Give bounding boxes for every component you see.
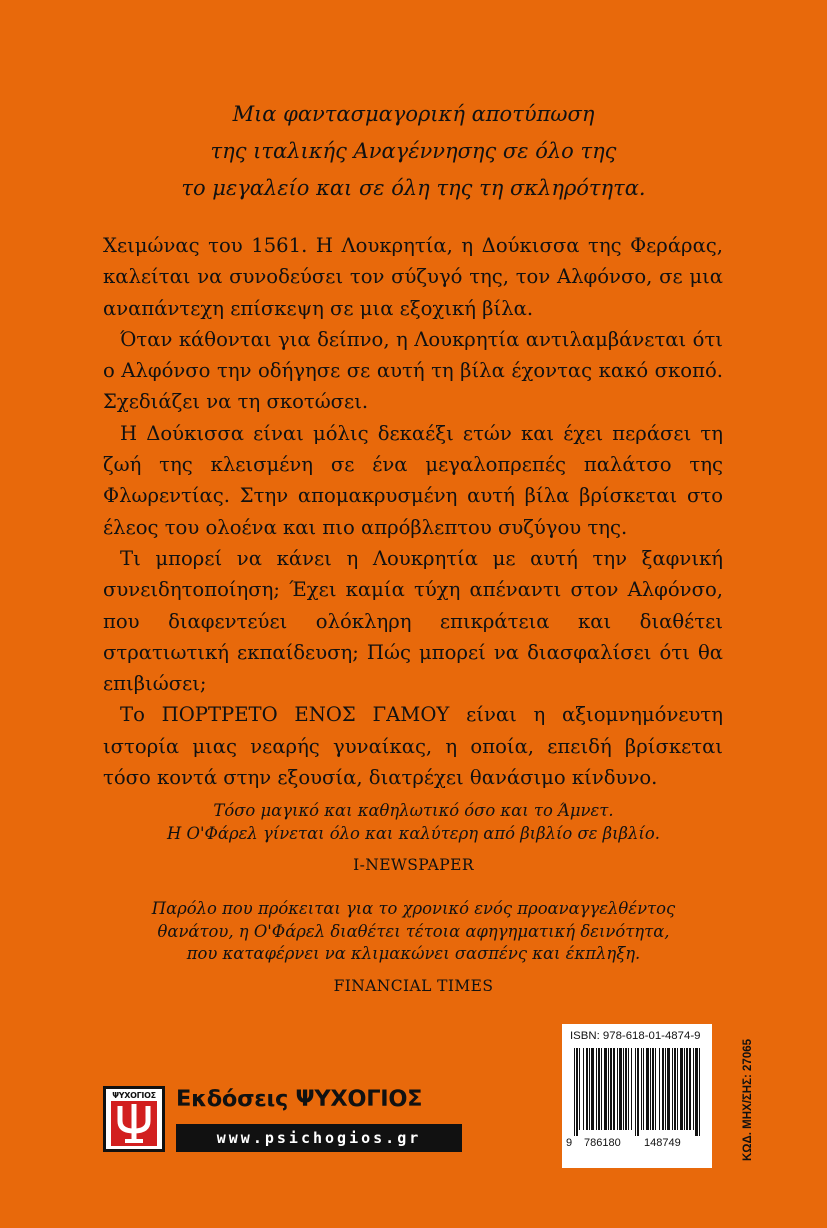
barcode-bar	[655, 1048, 656, 1130]
barcode-graphic	[570, 1048, 704, 1138]
blurb-paragraph: Όταν κάθονται για δείπνο, η Λουκρητία αντιλαμβάνεται ότι ο Αλφόνσο την οδήγησε σε αυτή τη βίλα έχοντας κακό σκοπό. Σχεδιάζει να τη σκοτώσει.	[103, 327, 723, 414]
barcode-bar	[631, 1048, 632, 1130]
quote-line: Η Ο'Φάρελ γίνεται όλο και καλύτερη από βιβλίο σε βιβλίο.	[167, 823, 660, 843]
quote-source: FINANCIAL TIMES	[333, 976, 494, 995]
quote-line: Τόσο μαγικό και καθηλωτικό όσο και το Άμνετ.	[213, 801, 614, 820]
barcode-bar	[689, 1048, 691, 1130]
barcode-bar	[591, 1048, 594, 1130]
barcode-bar	[623, 1048, 624, 1130]
barcode-bar	[695, 1048, 698, 1136]
barcode-bar	[665, 1048, 666, 1130]
quote-line: που καταφέρνει να κλιμακώνει σασπένς και έκπληξη.	[186, 944, 641, 963]
tagline-line: το μεγαλείο και σε όλη της τη σκληρότητα.	[181, 176, 646, 200]
barcode-area	[562, 1024, 712, 1168]
barcode-bar	[667, 1048, 670, 1130]
barcode-bar	[598, 1048, 600, 1130]
barcode-digit-lead: 9	[566, 1137, 573, 1149]
tagline-line: Μια φαντασμαγορική αποτύπωση	[232, 102, 595, 126]
quote-source: I-NEWSPAPER	[353, 856, 474, 874]
publisher-website: www.psichogios.gr	[176, 1124, 462, 1152]
quote-line: Παρόλο που πρόκειται για το χρονικό ενός προαναγγελθέντος	[151, 899, 676, 918]
barcode-bar	[583, 1048, 584, 1130]
barcode-bar	[604, 1048, 607, 1130]
product-code-label: ΚΩΔ. ΜΗΧ/ΣΗΣ: 27065	[742, 1038, 754, 1162]
barcode-bar	[677, 1048, 678, 1130]
barcode-bar	[680, 1048, 683, 1130]
barcode-bar	[686, 1048, 688, 1130]
blurb-paragraph: Το ΠΟΡΤΡΕΤΟ ΕΝΟΣ ΓΑΜΟΥ είναι η αξιομνημόνευτη ιστορία μιας νεαρής γυναίκας, η οποία, επειδή βρίσκεται τόσο κοντά στην εξουσία, διατρέχει θανάσιμο κίνδυνο.	[103, 703, 723, 790]
barcode-bar	[601, 1048, 602, 1130]
barcode-bar	[635, 1048, 636, 1136]
barcode-bar	[589, 1048, 590, 1130]
blurb-paragraph: Τι μπορεί να κάνει η Λουκρητία με αυτή την ξαφνική συνειδητοποίηση; Έχει καμία τύχη απέναντι στον Αλφόνσο, που διαφεντεύει ολόκληρη επικράτεια και διαθέτει στρατιωτική εκπαίδευση; Πώς μπορεί να διασφαλίσει ότι θα επιβιώσει;	[103, 546, 723, 696]
barcode-bar	[674, 1048, 676, 1130]
logo-wordmark: ΨΥΧΟΓΙΟΣ	[112, 1091, 156, 1100]
psi-logo-icon	[111, 1101, 157, 1146]
blurb-paragraph: Η Δούκισσα είναι μόλις δεκαέξι ετών και έχει περάσει τη ζωή της κλεισμένη σε ένα μεγαλοπρεπές παλάτσο της Φλωρεντίας. Στην απομακρυσμένη αυτή βίλα βρίσκεται στο έλεος του ολοένα και πιο απρόβλεπτου συζύγου της.	[103, 421, 723, 539]
barcode-bar	[652, 1048, 654, 1130]
barcode-bar	[617, 1048, 618, 1130]
barcode-bar	[613, 1048, 615, 1130]
barcode-bar	[576, 1048, 578, 1136]
barcode-digits-right: 148749	[644, 1137, 681, 1149]
publisher-logo	[103, 1086, 165, 1152]
barcode-bar	[659, 1048, 660, 1130]
barcode-bar	[684, 1048, 685, 1130]
barcode-bar	[608, 1048, 609, 1130]
barcode-bar	[628, 1048, 629, 1130]
barcode-bar	[693, 1048, 694, 1130]
isbn-label: ISBN: 978-618-01-4874-9	[570, 1030, 701, 1042]
tagline-line: της ιταλικής Αναγέννησης σε όλο της	[210, 139, 617, 163]
blurb-paragraph: Χειμώνας του 1561. Η Λουκρητία, η Δούκισσα της Φεράρας, καλείται να συνοδεύσει τον σύζυγό της, τον Αλφόνσο, σε μια αναπάντεχη επίσκεψη σε μια εξοχική βίλα.	[103, 234, 723, 320]
quote-line: θανάτου, η Ο'Φάρελ διαθέτει τέτοια αφηγηματική δεινότητα,	[157, 921, 670, 941]
barcode-bar	[650, 1048, 651, 1130]
barcode-bar	[586, 1048, 588, 1130]
tagline	[120, 96, 707, 207]
barcode-bar	[662, 1048, 664, 1130]
barcode-bar	[619, 1048, 622, 1130]
barcode-bar	[625, 1048, 627, 1130]
publisher-name: Εκδόσεις ΨΥΧΟΓΙΟΣ	[176, 1086, 423, 1112]
blurb-body	[103, 230, 723, 793]
barcode-bar	[574, 1048, 575, 1136]
barcode-bar	[643, 1048, 644, 1130]
barcode-bar	[596, 1048, 597, 1130]
barcode-bar	[699, 1048, 700, 1136]
barcode-digits-left: 786180	[584, 1137, 621, 1149]
barcode-bar	[610, 1048, 612, 1130]
review-quote	[90, 800, 737, 877]
barcode-bar	[672, 1048, 673, 1130]
barcode-bar	[637, 1048, 639, 1136]
barcode-bar	[641, 1048, 642, 1130]
review-quote	[90, 898, 737, 997]
barcode-bar	[646, 1048, 649, 1130]
barcode-bar	[579, 1048, 580, 1130]
